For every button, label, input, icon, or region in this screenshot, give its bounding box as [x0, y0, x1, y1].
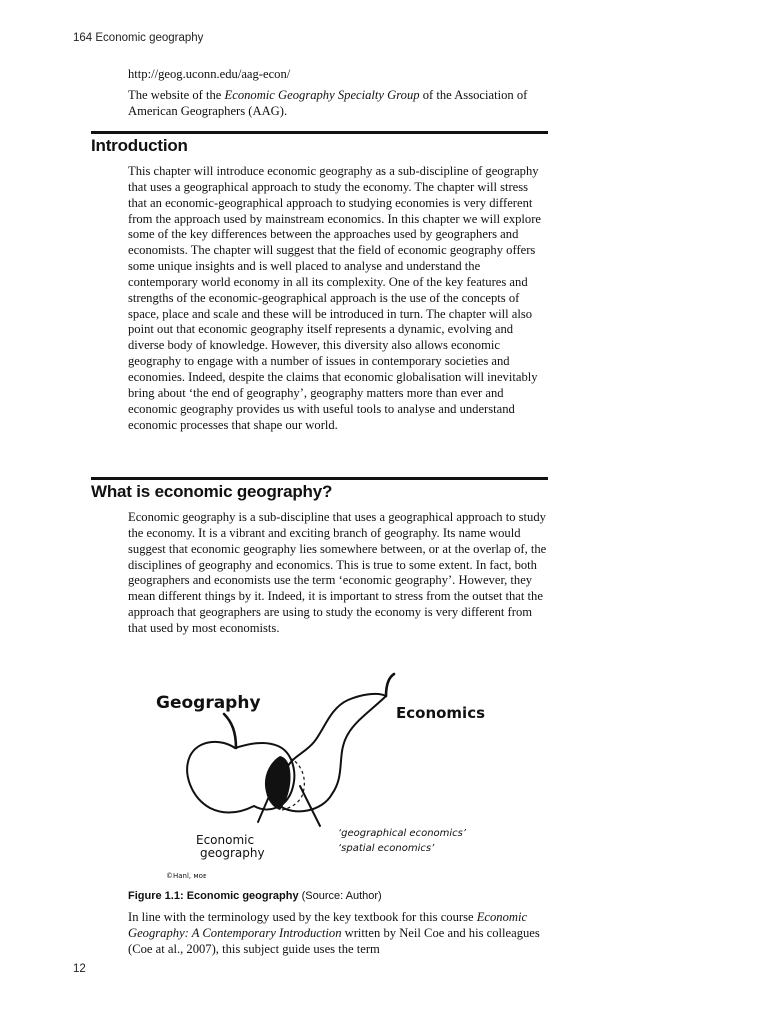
continuation-body: [128, 910, 548, 958]
figure-caption: [128, 890, 382, 902]
overlap-region: [265, 756, 291, 810]
label-geographical-economics: ‘geographical economics’: [338, 828, 467, 839]
what-is-body: Economic geography is a sub-discipline that uses a geographical approach to study the economy. It is a vibrant and exciting branch of geography. Its name would suggest that economic geography lies somewhere between, or at the overlap of, the disciplines of geography and economics. This is true to some extent. In fact, both geographers and economists use the term ‘economic geography’. However, they mean different things by it. Indeed, it is important to stress from the outset that the approach that geographers are using to study the economy is very different from that used by most economists.: [128, 510, 547, 635]
page-number: 12: [73, 963, 86, 975]
artist-signature: ©Hanl, ᴍᴏᴇ: [166, 872, 207, 880]
reference-desc-post: of the Association of American Geographers (AAG).: [128, 87, 528, 118]
continuation-paragraph: [128, 910, 548, 958]
reference-desc-pre: The website of the: [128, 87, 225, 102]
figure-economic-geography-drawing: [150, 668, 486, 883]
pointer-geo-econ: [300, 786, 320, 826]
introduction-body: This chapter will introduce economic geography as a sub-discipline of geography that uses a geographical approach to study the economy. The chapter will stress that an economic-geographical approach to studying economies is very different from the approach used by mainstream economics. In this chapter we will explore some of the key differences between the approaches used by geographers and economists. The chapter will suggest that the field of economic geography offers some unique insights and is well placed to analyse and understand the contemporary world economy in all its complexity. One of the key features and strengths of the economic-geographical approach is the use of the concepts of space, place and scale and these will be introduced in turn. The chapter will also point out that economic geography itself represents a dynamic, evolving and diverse body of knowledge. However, this diversity also allows economic geography to engage with a number of issues in contemporary societies and economies. Indeed, despite the claims that economic globalisation will inevitably bring about ‘the end of geography’, geography matters more than ever and economic geography provides us with useful tools to analyse and understand economic processes that shape our world.: [128, 164, 542, 432]
caption-label: Figure 1.1: [128, 890, 180, 902]
continuation-pre: In line with the terminology used by the key textbook for this course: [128, 910, 477, 924]
label-geography: Geography: [156, 693, 261, 713]
running-head: 164 Economic geography: [73, 32, 204, 44]
reference-desc-em: Economic Geography Specialty Group: [224, 87, 420, 102]
pear-outline: [276, 694, 386, 811]
heading-what-is-economic-geography: What is economic geography?: [91, 482, 333, 501]
section-rule-what-is: [91, 477, 548, 480]
reference-block: [128, 67, 548, 120]
reference-url[interactable]: http://geog.uconn.edu/aag-econ/: [128, 67, 291, 81]
pear-stem: [386, 674, 394, 696]
label-economics: Economics: [396, 704, 486, 722]
section-rule-introduction: [91, 131, 548, 134]
what-is-paragraph: [128, 510, 548, 637]
caption-colon: :: [179, 890, 187, 902]
reference-description: [128, 88, 548, 120]
label-economic-geography-line2: geography: [200, 846, 265, 860]
introduction-paragraph: [128, 164, 548, 433]
continuation-post: written by Neil Coe and his colleagues (Coe at al., 2007), this subject guide uses the term: [128, 925, 540, 956]
heading-introduction: Introduction: [91, 136, 188, 155]
label-economic-geography-line1: Economic: [196, 833, 255, 847]
caption-title: Economic geography: [186, 890, 299, 902]
label-spatial-economics: ‘spatial economics’: [338, 843, 435, 854]
caption-source: (Source: Author): [298, 890, 382, 902]
apple-pear-illustration: [150, 668, 486, 883]
textbook-title: Economic Geography: A Contemporary Introduction: [128, 910, 528, 940]
